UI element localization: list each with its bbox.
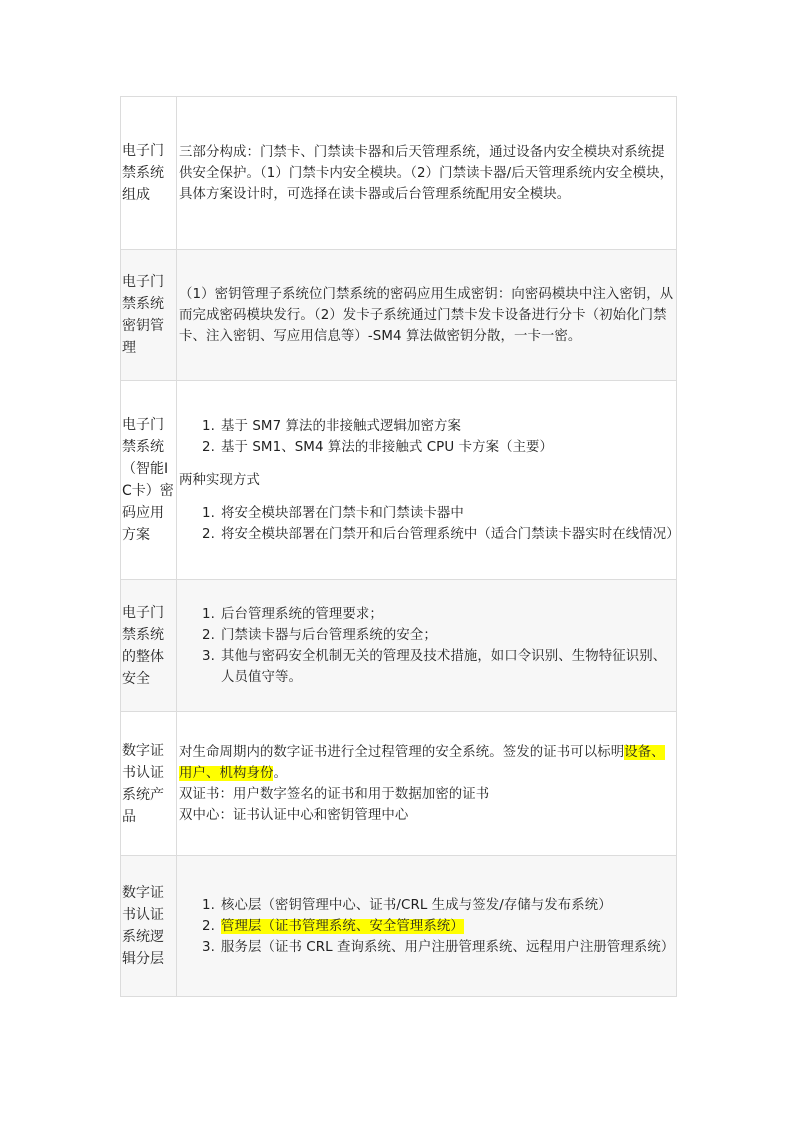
list-item: 1. 将安全模块部署在门禁卡和门禁读卡器中 [202, 505, 464, 521]
table-row [121, 856, 676, 996]
row-content [177, 712, 676, 855]
highlighted-text: 管理层（证书管理系统、安全管理系统） [221, 918, 464, 934]
list-item: 2. 将安全模块部署在门禁开和后台管理系统中（适合门禁读卡器实时在线情况） [202, 526, 680, 542]
row-content [177, 97, 676, 249]
paragraph: 双中心：证书认证中心和密钥管理中心 [179, 807, 409, 823]
numbered-list [179, 416, 676, 458]
list-item: 2. 门禁读卡器与后台管理系统的安全； [202, 627, 437, 643]
row-label: 数字证书认证系统产品 [121, 712, 177, 855]
row-label: 电子门禁系统（智能IC卡）密码应用方案 [121, 381, 177, 579]
numbered-list [179, 895, 676, 958]
row-label: 电子门禁系统的整体安全 [121, 580, 177, 711]
table-row [121, 381, 680, 580]
highlighted-text: 设备、用户、机构身份 [179, 744, 665, 781]
paragraph: （1）密钥管理子系统位门禁系统的密码应用生成密钥：向密码模块中注入密钥，从而完成密码模块发行。（2）发卡子系统通过门禁卡发卡设备进行分卡（初始化门禁卡、注入密钥、写应用信息等）-SM4 算法做密钥分散，一卡一密。 [179, 286, 674, 344]
row-label: 电子门禁系统密钥管理 [121, 250, 177, 380]
row-label: 电子门禁系统组成 [121, 97, 177, 249]
paragraph: 三部分构成：门禁卡、门禁读卡器和后天管理系统，通过设备内安全模块对系统提供安全保护。（1）门禁卡内安全模块。（2）门禁读卡器/后天管理系统内安全模块，具体方案设计时，可选择在读卡器或后台管理系统配用安全模块。 [179, 144, 674, 202]
row-label: 数字证书认证系统逻辑分层 [121, 856, 177, 996]
numbered-list [179, 503, 680, 545]
list-item: 1. 基于 SM7 算法的非接触式逻辑加密方案 [202, 418, 461, 434]
table-row [121, 580, 676, 712]
paragraph: 两种实现方式 [179, 472, 260, 488]
list-item: 1. 后台管理系统的管理要求； [202, 606, 383, 622]
table-row [121, 97, 676, 250]
content-table [120, 96, 680, 997]
numbered-list [179, 604, 676, 688]
list-item: 1. 核心层（密钥管理中心、证书/CRL 生成与签发/存储与发布系统） [202, 897, 612, 913]
row-content [177, 381, 680, 579]
row-content [177, 856, 676, 996]
list-item: 3. 其他与密码安全机制无关的管理及技术措施，如口令识别、生物特征识别、人员值守等。 [202, 648, 667, 685]
row-content [177, 580, 676, 711]
list-item: 2. 基于 SM1、SM4 算法的非接触式 CPU 卡方案（主要） [202, 439, 554, 455]
table-row [121, 250, 676, 381]
list-item: 3. 服务层（证书 CRL 查询系统、用户注册管理系统、远程用户注册管理系统） [202, 939, 675, 955]
paragraph: 对生命周期内的数字证书进行全过程管理的安全系统。签发的证书可以标明设备、用户、机构身份。 [179, 744, 665, 781]
list-item: 2. 管理层（证书管理系统、安全管理系统） [202, 918, 464, 934]
table-row [121, 712, 676, 856]
row-content [177, 250, 676, 380]
paragraph: 双证书：用户数字签名的证书和用于数据加密的证书 [179, 786, 490, 802]
